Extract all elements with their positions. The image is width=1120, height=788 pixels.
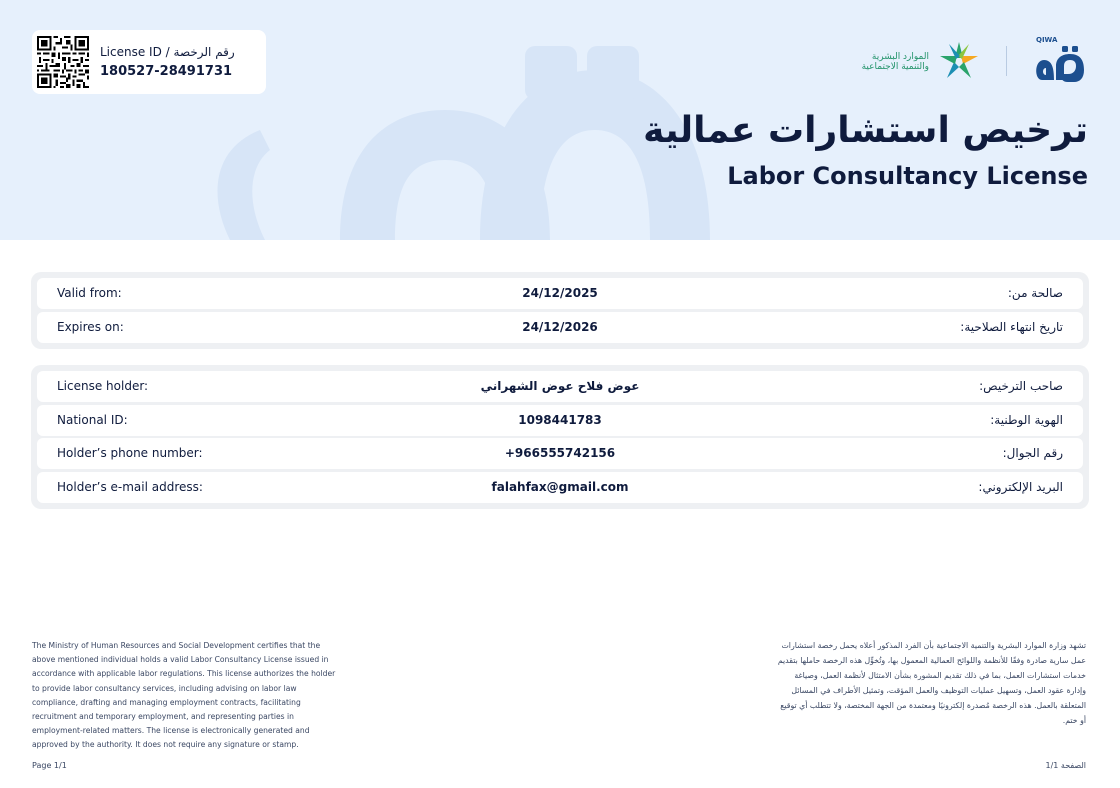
holder-row-name <box>37 371 1083 402</box>
logo-divider <box>1006 46 1007 76</box>
title-arabic: ترخيص استشارات عمالية <box>643 110 1088 151</box>
holder-name-label-ar: صاحب الترخيص: <box>979 379 1063 393</box>
expires-on-label-en: Expires on: <box>57 320 124 334</box>
license-id-label: License ID / رقم الرخصة <box>100 45 235 59</box>
footer-statement-en: The Ministry of Human Resources and Social Development certifies that the above mentioned individual holds a valid Labor Consultancy License issued in accordance with applicable labor regulations. This license authorizes the holder to provide labor consultancy services, including advising on labor law compliance, drafting and managing employment contracts, facilitating recruitment and temporary employment, and representing parties in employment-related matters. The license is electronically generated and approved by the authority. It does not require any signature or stamp. <box>32 641 336 750</box>
email-value[interactable]: falahfax@gmail.com <box>491 480 629 494</box>
valid-from-value: 24/12/2025 <box>522 286 598 300</box>
phone-label-ar: رقم الجوال: <box>1002 446 1063 460</box>
hrsd-logo-text-line2: والتنمية الاجتماعية <box>861 62 929 72</box>
qiwa-logo <box>1032 36 1092 86</box>
expires-on-value: 24/12/2026 <box>522 320 598 334</box>
qiwa-mark-icon <box>1032 44 1092 86</box>
email-label-en: Holder’s e-mail address: <box>57 480 203 494</box>
holder-row-national-id <box>37 405 1083 436</box>
holder-panel <box>31 365 1089 509</box>
valid-from-label-en: Valid from: <box>57 286 122 300</box>
phone-label-en: Holder’s phone number: <box>57 446 203 460</box>
hrsd-logo-text-line1: الموارد البشرية <box>871 52 929 62</box>
title-english: Labor Consultancy License <box>727 162 1088 190</box>
expires-on-label-ar: تاريخ انتهاء الصلاحية: <box>960 320 1063 334</box>
license-id-value: 180527-28491731 <box>100 64 233 79</box>
holder-row-phone <box>37 438 1083 469</box>
license-id-card <box>32 30 266 94</box>
national-id-value: 1098441783 <box>518 413 602 427</box>
qiwa-logo-text: QIWA <box>1036 36 1058 44</box>
page-number-en: Page 1/1 <box>32 761 67 770</box>
national-id-label-en: National ID: <box>57 413 128 427</box>
holder-name-value: عوض فلاح عوض الشهراني <box>480 379 640 393</box>
hrsd-star-logo <box>933 40 985 84</box>
validity-row-expires-on <box>37 312 1083 343</box>
footer-statement-ar: تشهد وزارة الموارد البشرية والتنمية الاجتماعية بأن الفرد المذكور أعلاه يحمل رخصة استشارات عمل سارية صادرة وفقًا للأنظمة واللوائح العمالية المعمول بها، وتُخوِّل هذه الرخصة حاملها بتقديم خدمات استشارات العمل، بما في ذلك تقديم المشورة بشأن الامتثال لأنظمة العمل، وصياغة وإدارة عقود العمل، وتسهيل عمليات التوظيف والعمل المؤقت، وتمثيل الأطراف في المسائل المتعلقة بالعمل. هذه الرخصة مُصدرة إلكترونيًا ومعتمدة من الجهة المختصة، ولا تتطلب أي توقيع أو ختم. <box>777 641 1086 725</box>
holder-name-label-en: License holder: <box>57 379 149 393</box>
qr-code-icon[interactable] <box>37 36 89 88</box>
header-banner <box>0 0 1120 240</box>
national-id-label-ar: الهوية الوطنية: <box>990 413 1063 427</box>
phone-value: +966555742156 <box>504 446 616 460</box>
validity-panel <box>31 272 1089 349</box>
email-label-ar: البريد الإلكتروني: <box>978 480 1063 494</box>
valid-from-label-ar: صالحة من: <box>1007 286 1063 300</box>
page-number-ar: الصفحة 1/1 <box>1045 761 1086 770</box>
validity-row-valid-from <box>37 278 1083 309</box>
hrsd-logo <box>850 40 985 84</box>
holder-row-email <box>37 472 1083 503</box>
